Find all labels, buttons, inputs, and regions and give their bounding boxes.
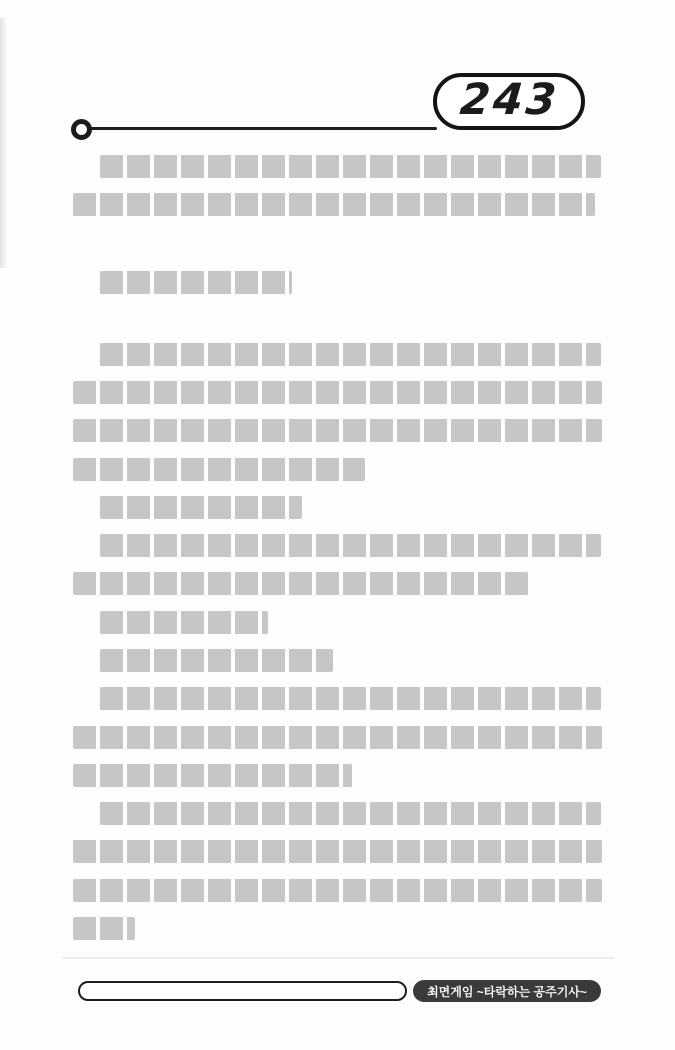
text-line: [100, 271, 292, 294]
text-line: [73, 572, 528, 595]
text-line: [73, 840, 602, 863]
page-number-badge: [433, 73, 585, 130]
text-line: [73, 193, 595, 216]
text-line: [100, 687, 601, 710]
header-ring-icon: [71, 119, 92, 140]
text-line: [73, 726, 602, 749]
text-line: [73, 458, 365, 481]
text-line: [100, 496, 302, 519]
text-line: [100, 611, 268, 634]
text-line: [100, 802, 601, 825]
page-edge-shadow: [0, 18, 7, 268]
footer-scan-smudge: [62, 957, 614, 959]
text-line: [100, 343, 601, 366]
text-line: [73, 879, 602, 902]
text-line: [100, 649, 333, 672]
text-line: [100, 534, 601, 557]
page-number: 243: [457, 74, 561, 125]
text-line: [100, 155, 601, 178]
series-title: 최면게임 ~타락하는 공주기사~: [427, 984, 587, 999]
text-line: [73, 381, 602, 404]
text-line: [73, 917, 135, 940]
footer-title-pill: [78, 981, 407, 1001]
text-line: [73, 764, 352, 787]
series-title-badge: [413, 980, 601, 1002]
text-line: [73, 419, 602, 442]
header-rule: [87, 127, 437, 130]
body-text-redacted: [73, 150, 602, 950]
